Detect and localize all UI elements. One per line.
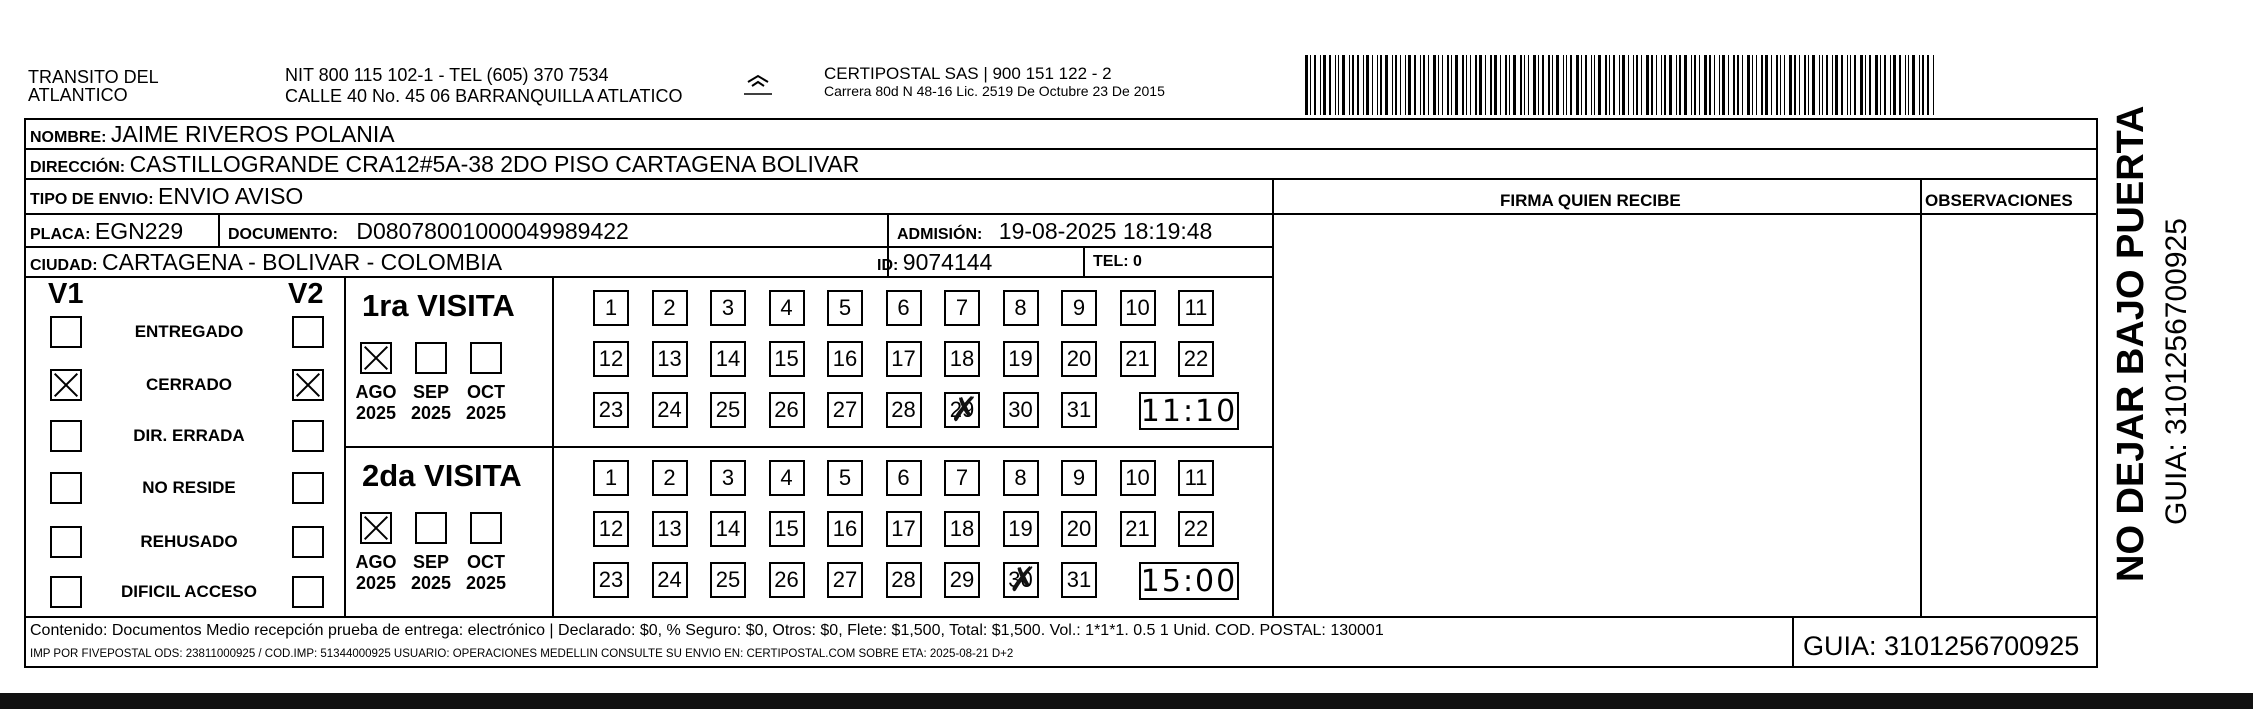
status-label: CERRADO xyxy=(146,375,232,394)
month-label: AGO 2025 xyxy=(355,382,397,423)
certipostal-info: CERTIPOSTAL SAS | 900 151 122 - 2 Carrera 80d N 48-16 Lic. 2519 De Octubre 23 De 2015 xyxy=(824,64,1165,99)
month-label: OCT 2025 xyxy=(465,552,507,593)
status-v2-checkbox[interactable] xyxy=(292,472,324,504)
status-v1-checkbox[interactable] xyxy=(50,316,82,348)
day-box[interactable]: 10 xyxy=(1120,290,1156,326)
day-box[interactable]: 21 xyxy=(1120,341,1156,377)
day-box[interactable]: 27 xyxy=(827,392,863,428)
day-box[interactable]: 1 xyxy=(593,290,629,326)
month-checkbox[interactable] xyxy=(415,342,447,374)
month-checkbox[interactable] xyxy=(360,342,392,374)
day-box[interactable]: 28 xyxy=(886,392,922,428)
day-box[interactable]: 11 xyxy=(1178,290,1214,326)
placa-field: PLACA: EGN229 xyxy=(30,218,184,244)
day-box[interactable]: 19 xyxy=(1003,511,1039,547)
status-label: DIFICIL ACCESO xyxy=(120,582,257,601)
certipostal-logo xyxy=(742,72,774,98)
day-box[interactable]: 28 xyxy=(886,562,922,598)
day-box[interactable]: 14 xyxy=(710,511,746,547)
placa-value: EGN229 xyxy=(94,218,184,244)
day-box[interactable]: 8 xyxy=(1003,290,1039,326)
side-guia: GUIA: 3101256700925 xyxy=(2160,218,2193,525)
observaciones-header: OBSERVACIONES xyxy=(1925,191,2073,210)
company-name: TRANSITO DEL ATLANTICO xyxy=(28,67,159,105)
status-v1-checkbox[interactable] xyxy=(50,420,82,452)
day-box[interactable]: 31 xyxy=(1061,562,1097,598)
visit-time: 15:00 xyxy=(1140,563,1238,599)
day-box[interactable]: 24 xyxy=(652,392,688,428)
direccion-field: DIRECCIÓN: CASTILLOGRANDE CRA12#5A-38 2DO PISO CARTAGENA BOLIVAR xyxy=(30,151,860,177)
tel-field: TEL: 0 xyxy=(1093,253,1142,270)
visit-time: 11:10 xyxy=(1140,393,1238,429)
day-box[interactable]: 4 xyxy=(769,290,805,326)
status-v1-checkbox[interactable] xyxy=(50,576,82,608)
day-box[interactable]: 26 xyxy=(769,562,805,598)
day-box[interactable]: 17 xyxy=(886,341,922,377)
day-box[interactable]: 12 xyxy=(593,341,629,377)
v2-header: V2 xyxy=(288,278,324,310)
day-box[interactable]: 29 ✗ xyxy=(944,392,980,428)
status-v2-checkbox[interactable] xyxy=(292,576,324,608)
footer-content: Contenido: Documentos Medio recepción prueba de entrega: electrónico | Declarado: $0, % Seguro: $0, Otros: $0, Flete: $1,500, Total: $1,500. Vol.: 1*1*1. 0.5 1 Unid. COD. POSTAL: 130001 xyxy=(30,622,1384,639)
day-box[interactable]: 3 xyxy=(710,460,746,496)
admision-field: ADMISIÓN: 19-08-2025 18:19:48 xyxy=(897,218,1213,244)
day-box[interactable]: 30 ✗ xyxy=(1003,562,1039,598)
day-box[interactable]: 7 xyxy=(944,290,980,326)
month-label: SEP 2025 xyxy=(410,382,452,423)
day-box[interactable]: 5 xyxy=(827,290,863,326)
ciudad-field: CIUDAD: CARTAGENA - BOLIVAR - COLOMBIA xyxy=(30,249,503,275)
barcode xyxy=(1305,55,1945,115)
footer-guia: GUIA: 3101256700925 xyxy=(1803,631,2080,661)
day-box[interactable]: 1 xyxy=(593,460,629,496)
month-label: OCT 2025 xyxy=(465,382,507,423)
bottom-edge xyxy=(0,693,2253,709)
month-checkbox[interactable] xyxy=(470,512,502,544)
tipo-envio-value: ENVIO AVISO xyxy=(158,183,304,209)
day-box[interactable]: 3 xyxy=(710,290,746,326)
day-box[interactable]: 25 xyxy=(710,562,746,598)
direccion-value: CASTILLOGRANDE CRA12#5A-38 2DO PISO CARTAGENA BOLIVAR xyxy=(129,151,860,177)
tipo-envio-field: TIPO DE ENVIO: ENVIO AVISO xyxy=(30,183,304,209)
day-box[interactable]: 26 xyxy=(769,392,805,428)
v1-header: V1 xyxy=(48,278,84,310)
day-box[interactable]: 13 xyxy=(652,341,688,377)
day-box[interactable]: 12 xyxy=(593,511,629,547)
no-dejar-warning: NO DEJAR BAJO PUERTA xyxy=(2110,105,2152,582)
month-checkbox[interactable] xyxy=(470,342,502,374)
status-v1-checkbox[interactable] xyxy=(50,369,82,401)
day-box[interactable]: 20 xyxy=(1061,511,1097,547)
tel-value: 0 xyxy=(1133,253,1142,270)
visit-title: 1ra VISITA xyxy=(362,288,515,323)
day-box[interactable]: 2 xyxy=(652,460,688,496)
day-box[interactable]: 15 xyxy=(769,511,805,547)
day-box[interactable]: 17 xyxy=(886,511,922,547)
day-box[interactable]: 16 xyxy=(827,511,863,547)
day-box[interactable]: 9 xyxy=(1061,460,1097,496)
day-box[interactable]: 13 xyxy=(652,511,688,547)
documento-value: D08078001000049989422 xyxy=(356,218,629,244)
status-v1-checkbox[interactable] xyxy=(50,526,82,558)
status-v1-checkbox[interactable] xyxy=(50,472,82,504)
month-checkbox[interactable] xyxy=(415,512,447,544)
status-label: DIR. ERRADA xyxy=(133,426,245,445)
admision-value: 19-08-2025 18:19:48 xyxy=(998,218,1213,244)
status-label: REHUSADO xyxy=(140,532,238,551)
status-v2-checkbox[interactable] xyxy=(292,526,324,558)
day-box[interactable]: 19 xyxy=(1003,341,1039,377)
ciudad-value: CARTAGENA - BOLIVAR - COLOMBIA xyxy=(102,249,503,275)
day-box[interactable]: 4 xyxy=(769,460,805,496)
day-box[interactable]: 5 xyxy=(827,460,863,496)
day-box[interactable]: 18 xyxy=(944,511,980,547)
status-v2-checkbox[interactable] xyxy=(292,369,324,401)
day-box[interactable]: 6 xyxy=(886,460,922,496)
day-box[interactable]: 6 xyxy=(886,290,922,326)
day-box[interactable]: 9 xyxy=(1061,290,1097,326)
visit-title: 2da VISITA xyxy=(362,458,522,493)
day-box[interactable]: 21 xyxy=(1120,511,1156,547)
day-box[interactable]: 15 xyxy=(769,341,805,377)
month-label: SEP 2025 xyxy=(410,552,452,593)
day-box[interactable]: 10 xyxy=(1120,460,1156,496)
day-box[interactable]: 11 xyxy=(1178,460,1214,496)
nombre-value: JAIME RIVEROS POLANIA xyxy=(110,121,395,147)
nombre-field: NOMBRE: JAIME RIVEROS POLANIA xyxy=(30,121,395,147)
day-box[interactable]: 22 xyxy=(1178,511,1214,547)
day-box[interactable]: 16 xyxy=(827,341,863,377)
day-box[interactable]: 22 xyxy=(1178,341,1214,377)
documento-field: DOCUMENTO: D08078001000049989422 xyxy=(228,218,629,244)
day-box[interactable]: 23 xyxy=(593,392,629,428)
day-box[interactable]: 30 xyxy=(1003,392,1039,428)
month-checkbox[interactable] xyxy=(360,512,392,544)
status-v2-checkbox[interactable] xyxy=(292,316,324,348)
day-box[interactable]: 31 xyxy=(1061,392,1097,428)
day-box[interactable]: 20 xyxy=(1061,341,1097,377)
day-box[interactable]: 14 xyxy=(710,341,746,377)
day-box[interactable]: 8 xyxy=(1003,460,1039,496)
company-contact: NIT 800 115 102-1 - TEL (605) 370 7534 CALLE 40 No. 45 06 BARRANQUILLA ATLATICO xyxy=(285,65,683,106)
status-v2-checkbox[interactable] xyxy=(292,420,324,452)
firma-header: FIRMA QUIEN RECIBE xyxy=(1500,191,1681,210)
id-field: ID: 9074144 xyxy=(877,249,993,275)
day-box[interactable]: 7 xyxy=(944,460,980,496)
day-box[interactable]: 25 xyxy=(710,392,746,428)
month-label: AGO 2025 xyxy=(355,552,397,593)
status-label: NO RESIDE xyxy=(142,478,236,497)
footer-imp: IMP POR FIVEPOSTAL ODS: 23811000925 / COD.IMP: 51344000925 USUARIO: OPERACIONES MEDELLIN CONSULTE SU ENVIO EN: CERTIPOSTAL.COM SOBRE ETA: 2025-08-21 D+2 xyxy=(30,648,1014,660)
status-label: ENTREGADO xyxy=(134,322,244,341)
day-box[interactable]: 18 xyxy=(944,341,980,377)
day-box[interactable]: 27 xyxy=(827,562,863,598)
id-value: 9074144 xyxy=(902,249,993,275)
day-box[interactable]: 23 xyxy=(593,562,629,598)
day-box[interactable]: 24 xyxy=(652,562,688,598)
day-box[interactable]: 29 xyxy=(944,562,980,598)
day-box[interactable]: 2 xyxy=(652,290,688,326)
